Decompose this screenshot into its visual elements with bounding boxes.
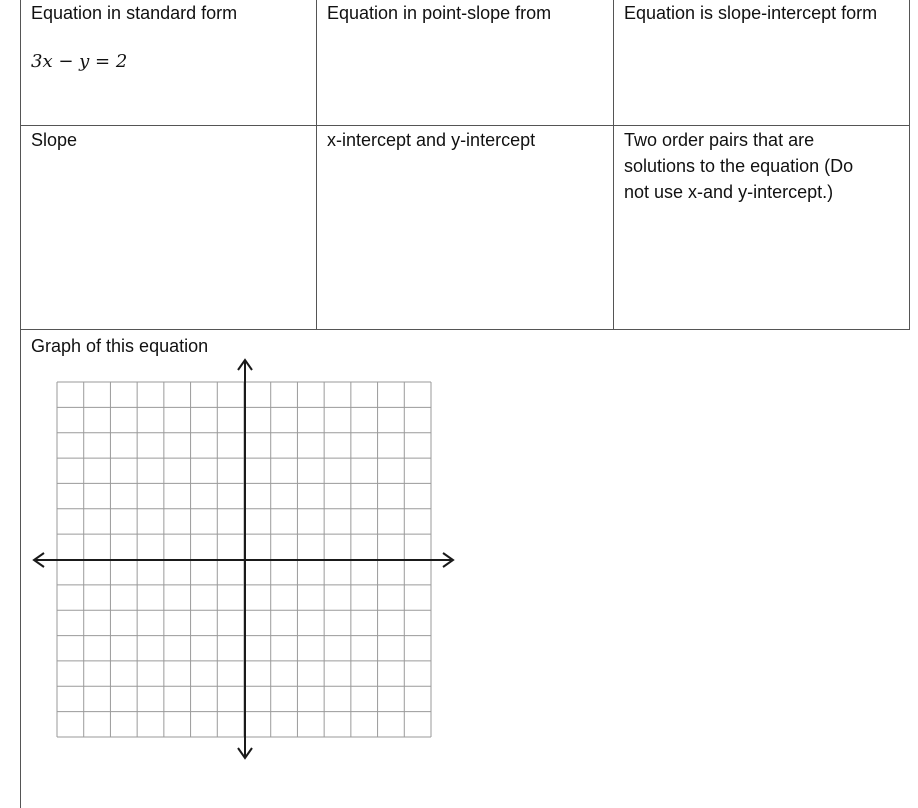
ordered-pairs-line-3: not use x-and y-intercept.) bbox=[624, 182, 834, 202]
intercepts-header: x-intercept and y-intercept bbox=[327, 130, 536, 150]
slope-header: Slope bbox=[31, 130, 78, 150]
graph-header: Graph of this equation bbox=[31, 336, 209, 356]
point-slope-header: Equation in point-slope from bbox=[327, 3, 552, 23]
ordered-pairs-line-1: Two order pairs that are bbox=[624, 130, 815, 150]
standard-form-header: Equation in standard form bbox=[31, 3, 238, 23]
ordered-pairs-line-2: solutions to the equation (Do bbox=[624, 156, 854, 176]
slope-intercept-header: Equation is slope-intercept form bbox=[624, 3, 878, 23]
standard-form-equation: 3x − y = 2 bbox=[31, 51, 128, 72]
